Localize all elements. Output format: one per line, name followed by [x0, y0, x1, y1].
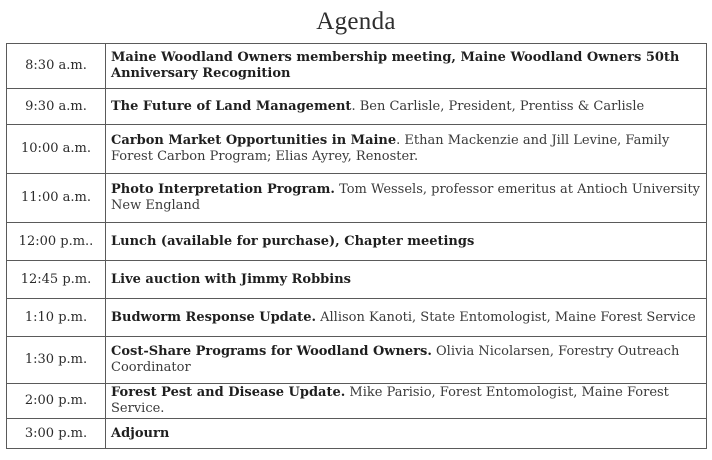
agenda-description — [106, 223, 707, 261]
agenda-item-detail: . Ethan Mackenzie and Jill Levine, Family Forest Carbon Program; Elias Ayrey, Renoster. — [111, 133, 670, 164]
agenda-row — [7, 223, 707, 261]
agenda-row — [7, 384, 707, 419]
agenda-item-title: Budworm Response Update. — [111, 309, 316, 325]
agenda-description — [106, 174, 707, 223]
agenda-item-detail: Mike Parisio, Forest Entomologist, Maine Forest Service. — [111, 385, 669, 416]
page-title: Agenda — [316, 8, 396, 35]
agenda-description — [106, 299, 707, 337]
agenda-item-title: Photo Interpretation Program. — [111, 182, 335, 197]
agenda-item-title: Cost-Share Programs for Woodland Owners. — [111, 344, 432, 359]
agenda-description — [106, 337, 707, 384]
agenda-item-detail: . Ben Carlisle, President, Prentiss & Carlisle — [351, 98, 645, 114]
agenda-item-title: Adjourn — [111, 425, 170, 441]
agenda-time: 11:00 a.m. — [7, 174, 106, 223]
agenda-description — [106, 89, 707, 125]
agenda-item-detail: Olivia Nicolarsen, Forestry Outreach Coordinator — [111, 344, 680, 375]
agenda-description — [106, 125, 707, 174]
agenda-time: 3:00 p.m. — [7, 419, 106, 449]
agenda-description — [106, 44, 707, 89]
agenda-description — [106, 419, 707, 449]
agenda-time: 10:00 a.m. — [7, 125, 106, 174]
agenda-item-title: The Future of Land Management — [111, 98, 352, 114]
agenda-row — [7, 337, 707, 384]
agenda-item-title: Lunch (available for purchase), Chapter meetings — [111, 233, 475, 249]
agenda-time: 12:00 p.m.. — [7, 223, 106, 261]
agenda-time: 1:30 p.m. — [7, 337, 106, 384]
agenda-description — [106, 384, 707, 419]
agenda-description — [106, 261, 707, 299]
agenda-time: 2:00 p.m. — [7, 384, 106, 419]
agenda-time: 12:45 p.m. — [7, 261, 106, 299]
agenda-item-title: Carbon Market Opportunities in Maine — [111, 133, 397, 148]
agenda-row — [7, 261, 707, 299]
agenda-row — [7, 419, 707, 449]
agenda-row — [7, 89, 707, 125]
agenda-row — [7, 174, 707, 223]
agenda-time: 8:30 a.m. — [7, 44, 106, 89]
agenda-item-title: Forest Pest and Disease Update. — [111, 385, 346, 400]
agenda-time: 1:10 p.m. — [7, 299, 106, 337]
agenda-row — [7, 299, 707, 337]
agenda-row — [7, 125, 707, 174]
agenda-item-title: Live auction with Jimmy Robbins — [111, 271, 351, 287]
agenda-row — [7, 44, 707, 89]
agenda-item-detail: Tom Wessels, professor emeritus at Antioch University New England — [111, 182, 701, 213]
agenda-time: 9:30 a.m. — [7, 89, 106, 125]
agenda-item-detail: Allison Kanoti, State Entomologist, Maine Forest Service — [316, 309, 696, 325]
agenda-item-title: Maine Woodland Owners membership meeting, Maine Woodland Owners 50th Anniversary Recognition — [111, 50, 680, 81]
agenda-table — [6, 43, 707, 449]
